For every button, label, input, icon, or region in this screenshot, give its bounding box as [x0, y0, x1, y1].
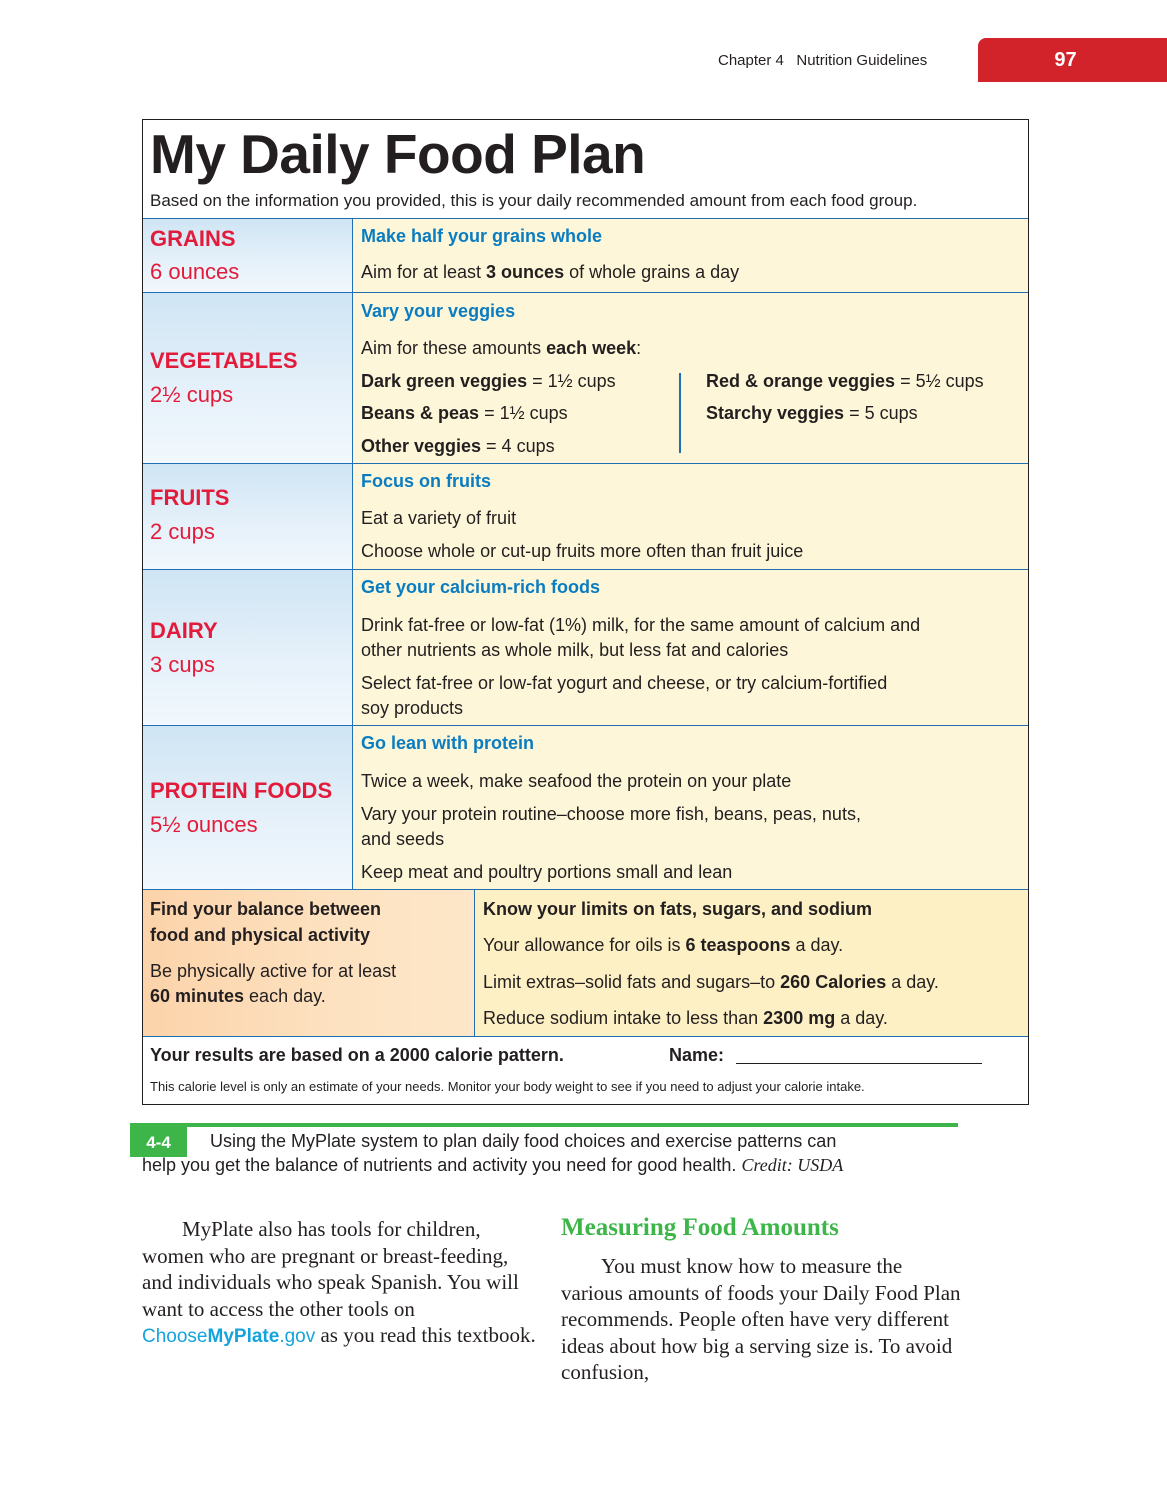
- column-divider: [679, 373, 681, 453]
- balance-heading: food and physical activity: [150, 925, 371, 945]
- limits-line: Limit extras–solid fats and sugars–to 260 Calories a day.: [483, 972, 939, 992]
- daily-food-plan: [142, 119, 1029, 1105]
- group-protein-foods: [143, 725, 1028, 889]
- caption-text: help you get the balance of nutrients and activity you need for good health. Credit: USDA: [142, 1155, 844, 1175]
- balance-cell: [143, 890, 475, 1036]
- figure-number-badge: 4-4: [130, 1127, 187, 1157]
- group-amount: 6 ounces: [150, 259, 240, 284]
- group-name: FRUITS: [150, 485, 230, 510]
- group-label-cell: [143, 726, 353, 889]
- group-amount: 2 cups: [150, 519, 215, 544]
- veggie-subgroup: Starchy veggies = 5 cups: [706, 403, 918, 423]
- group-tip-line: Drink fat-free or low-fat (1%) milk, for the same amount of calcium and: [361, 615, 921, 635]
- group-tip-heading: Make half your grains whole: [361, 226, 603, 246]
- group-tip-heading: Get your calcium-rich foods: [361, 577, 601, 597]
- group-tip-heading: Go lean with protein: [361, 733, 535, 753]
- group-name: PROTEIN FOODS: [150, 778, 333, 803]
- group-label-cell: [143, 464, 353, 569]
- group-fruits: [143, 463, 1028, 569]
- veggie-subgroup: Dark green veggies = 1½ cups: [361, 371, 616, 391]
- group-tip-line: Aim for at least 3 ounces of whole grains a day: [361, 262, 740, 282]
- limits-heading: Know your limits on fats, sugars, and sodium: [483, 899, 873, 919]
- group-amount: 5½ ounces: [150, 812, 258, 837]
- group-label-cell: [143, 219, 353, 292]
- group-name: VEGETABLES: [150, 348, 298, 373]
- veggie-subgroup: Other veggies = 4 cups: [361, 436, 555, 456]
- group-vegetables: [143, 292, 1028, 463]
- limits-line: Your allowance for oils is 6 teaspoons a day.: [483, 935, 844, 955]
- calorie-disclaimer: This calorie level is only an estimate of your needs. Monitor your body weight to see if you need to adjust your calorie intake.: [150, 1079, 865, 1094]
- group-tip-line: Keep meat and poultry portions small and lean: [361, 862, 733, 882]
- choosemyplate-link[interactable]: ChooseMyPlate.gov: [142, 1326, 316, 1347]
- balance-limits-row: [143, 889, 1028, 1037]
- body-paragraph-right: You must know how to measure the various amounts of foods your Daily Food Plan recommends. People often have very different ideas about how big a serving size is. To avoid confusion,: [561, 1254, 961, 1384]
- limits-cell: [475, 890, 1028, 1036]
- group-tip-line: Select fat-free or low-fat yogurt and cheese, or try calcium-fortified: [361, 673, 888, 693]
- group-tip-line: Twice a week, make seafood the protein on your plate: [361, 771, 792, 791]
- running-head: Chapter 4 Nutrition Guidelines: [718, 52, 928, 69]
- group-tips-cell: [353, 464, 1028, 569]
- calorie-pattern-note: Your results are based on a 2000 calorie pattern.: [150, 1045, 564, 1065]
- balance-text: 60 minutes each day.: [150, 986, 326, 1006]
- group-tip-line: other nutrients as whole milk, but less fat and calories: [361, 640, 789, 660]
- veggie-subgroup: Beans & peas = 1½ cups: [361, 403, 568, 423]
- balance-heading: Find your balance between: [150, 899, 382, 919]
- group-tip-line: Eat a variety of fruit: [361, 508, 517, 528]
- group-grains: [143, 218, 1028, 292]
- name-label: Name:: [669, 1045, 725, 1065]
- group-tip-line: Vary your protein routine–choose more fish, beans, peas, nuts,: [361, 804, 861, 824]
- group-dairy: [143, 569, 1028, 725]
- section-heading: Measuring Food Amounts: [561, 1214, 839, 1241]
- group-label-cell: [143, 293, 353, 463]
- group-tip-line: and seeds: [361, 829, 445, 849]
- group-amount: 2½ cups: [150, 382, 234, 407]
- limits-line: Reduce sodium intake to less than 2300 mg a day.: [483, 1008, 888, 1028]
- group-label-cell: [143, 570, 353, 725]
- group-tips-cell: [353, 219, 1028, 292]
- group-tip-line: soy products: [361, 698, 464, 718]
- name-field[interactable]: [736, 1062, 982, 1064]
- group-name: DAIRY: [150, 618, 218, 643]
- group-tips-cell: [353, 570, 1028, 725]
- group-amount: 3 cups: [150, 652, 215, 677]
- plan-title: My Daily Food Plan: [150, 123, 646, 185]
- page-number-tab: 97: [978, 38, 1167, 82]
- group-tips-cell: [353, 726, 1028, 889]
- group-tip-heading: Vary your veggies: [361, 301, 516, 321]
- caption-text: Using the MyPlate system to plan daily food choices and exercise patterns can: [210, 1131, 837, 1151]
- balance-text: Be physically active for at least: [150, 961, 397, 981]
- group-tip-line: Aim for these amounts each week:: [361, 338, 642, 358]
- plan-subtitle: Based on the information you provided, this is your daily recommended amount from each food group.: [150, 191, 918, 210]
- group-tips-cell: [353, 293, 1028, 463]
- veggie-subgroup: Red & orange veggies = 5½ cups: [706, 371, 984, 391]
- group-name: GRAINS: [150, 226, 236, 251]
- group-tip-line: Choose whole or cut-up fruits more often than fruit juice: [361, 541, 804, 561]
- body-paragraph-left: MyPlate also has tools for children, women who are pregnant or breast-feeding, and individuals who speak Spanish. You will want to access the other tools on ChooseMyPlate.gov as you read this textbook.: [142, 1217, 536, 1347]
- caption-rule: [130, 1123, 958, 1127]
- group-tip-heading: Focus on fruits: [361, 471, 491, 491]
- caption-credit: Credit: USDA: [741, 1155, 844, 1175]
